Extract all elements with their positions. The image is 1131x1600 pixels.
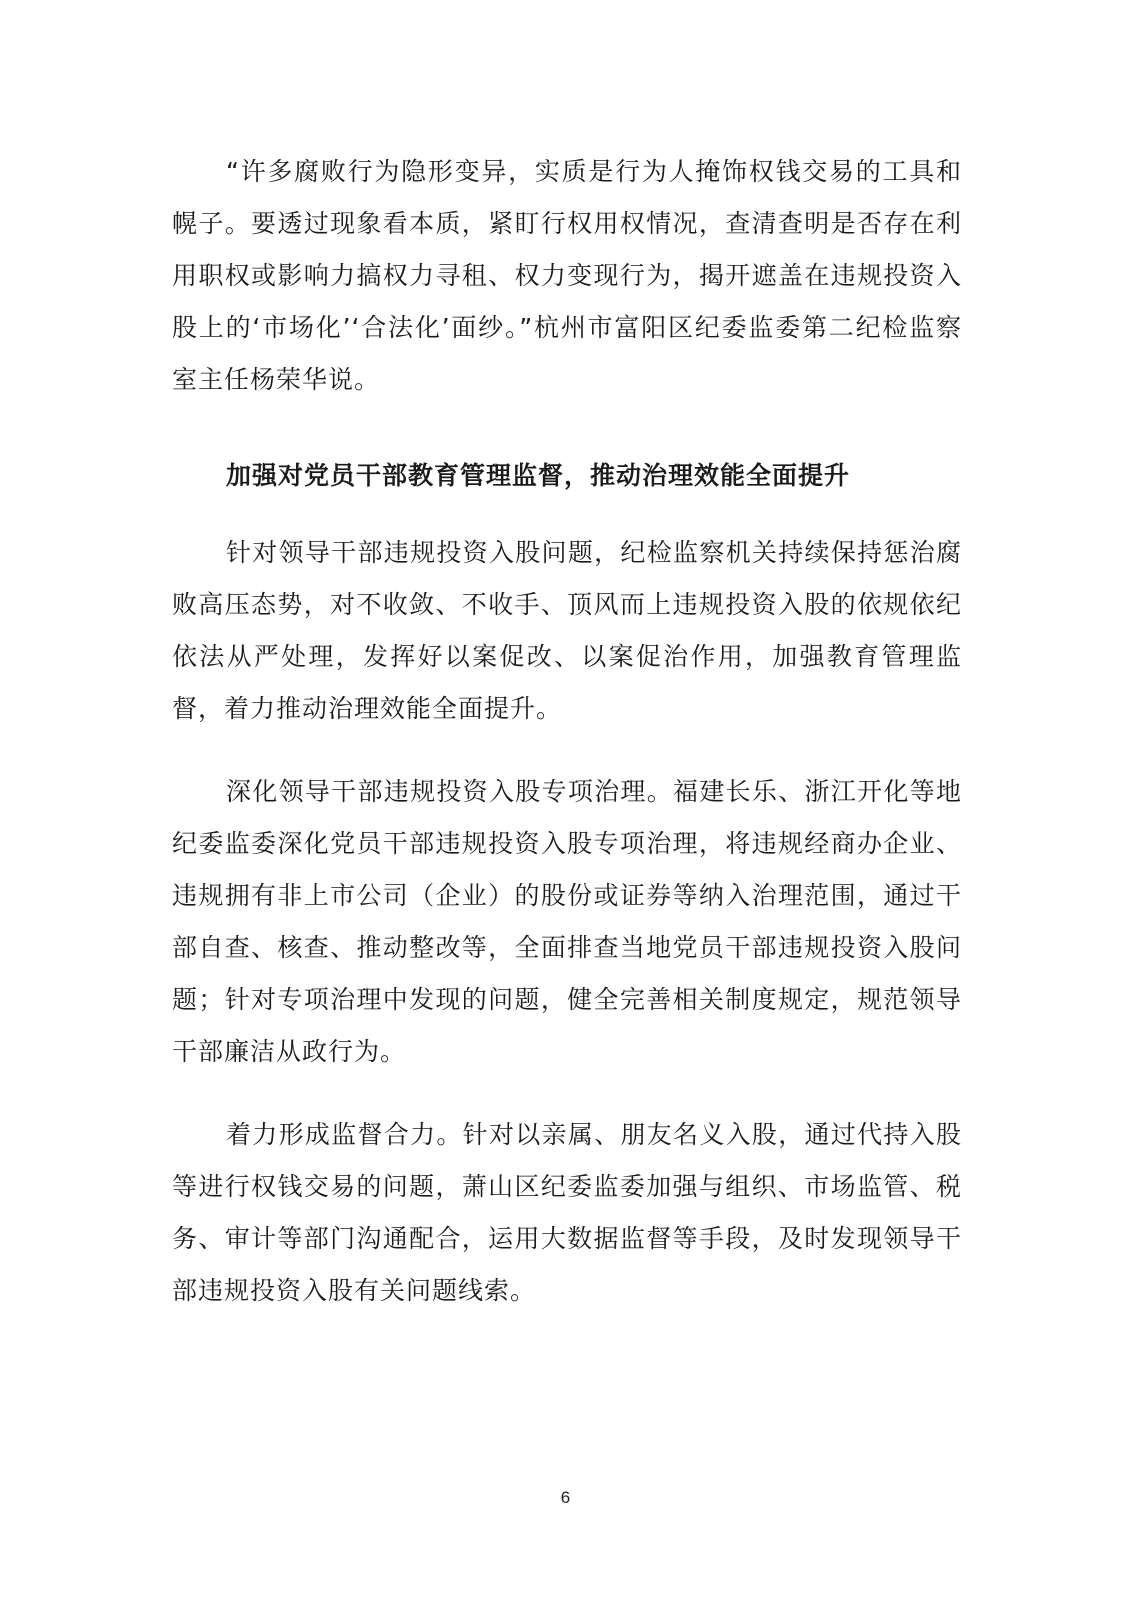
body-paragraph-quote: “许多腐败行为隐形变异，实质是行为人掩饰权钱交易的工具和幌子。要透过现象看本质，紧盯行权用权情况，查清查明是否存在利用职权或影响力搞权力寻租、权力变现行为，揭开遮盖在违规投资入股上的‘市场化’‘合法化’面纱。”杭州市富阳区纪委监委第二纪检监察室主任杨荣华说。 xyxy=(172,157,962,394)
body-paragraph-special-governance: 深化领导干部违规投资入股专项治理。福建长乐、浙江开化等地纪委监委深化党员干部违规投资入股专项治理，将违规经商办企业、违规拥有非上市公司（企业）的股份或证券等纳入治理范围，通过干部自查、核查、推动整改等，全面排查当地党员干部违规投资入股问题；针对专项治理中发现的问题，健全完善相关制度规定，规范领导干部廉洁从政行为。 xyxy=(172,777,962,1066)
body-paragraph-supervision-synergy: 着力形成监督合力。针对以亲属、朋友名义入股，通过代持入股等进行权钱交易的问题，萧山区纪委监委加强与组织、市场监管、税务、审计等部门沟通配合，运用大数据监督等手段，及时发现领导干部违规投资入股有关问题线索。 xyxy=(172,1120,962,1305)
page-number: 6 xyxy=(560,1488,571,1507)
section-heading: 加强对党员干部教育管理监督，推动治理效能全面提升 xyxy=(226,461,851,490)
body-paragraph-intro: 针对领导干部违规投资入股问题，纪检监察机关持续保持惩治腐败高压态势，对不收敛、不收手、顶风而上违规投资入股的依规依纪依法从严处理，发挥好以案促改、以案促治作用，加强教育管理监督，着力推动治理效能全面提升。 xyxy=(172,538,962,723)
